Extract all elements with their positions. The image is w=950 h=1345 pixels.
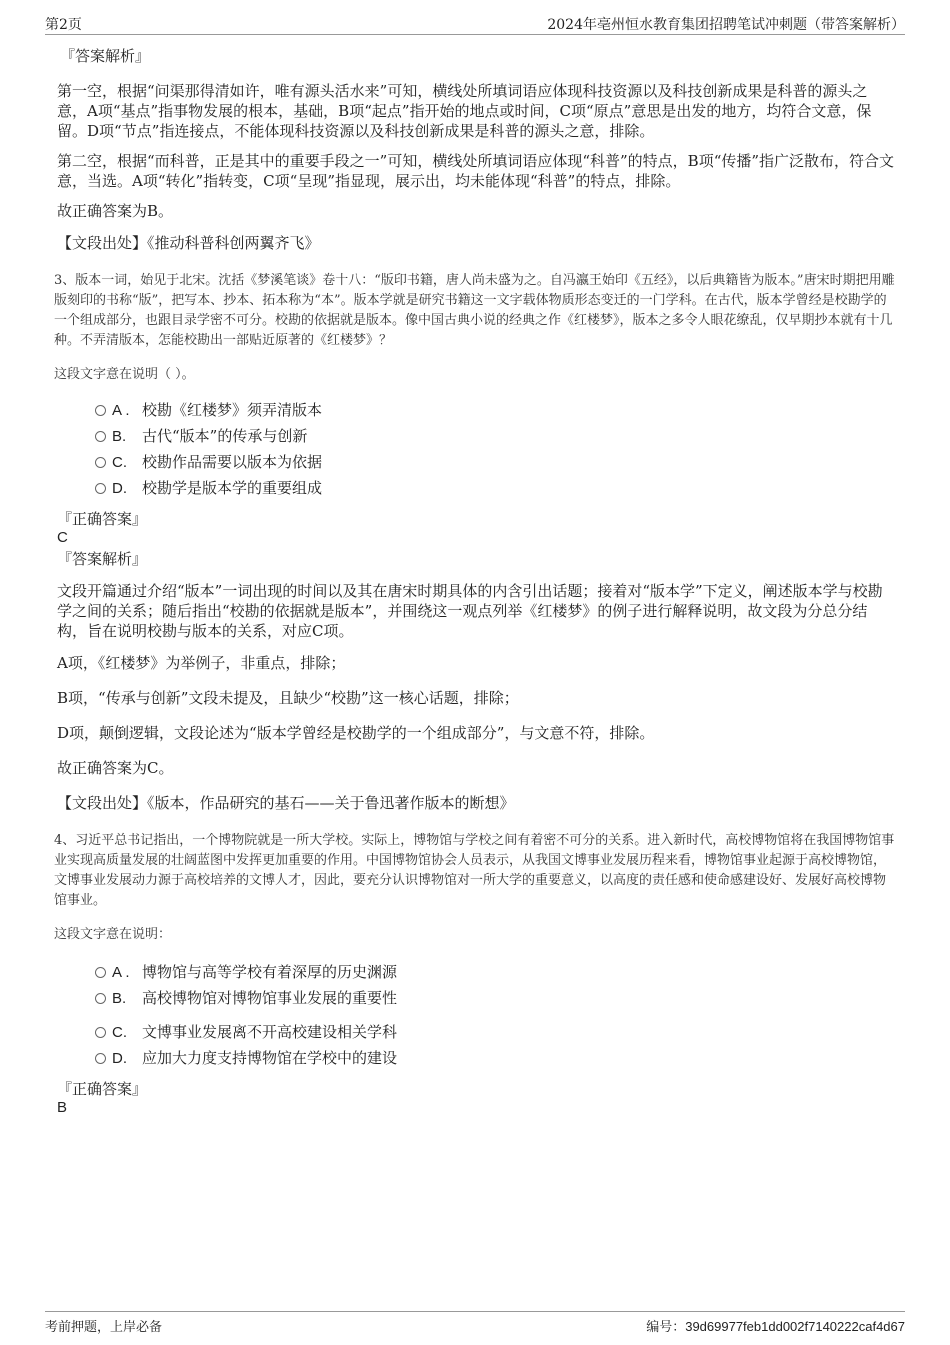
question-3 <box>54 271 895 501</box>
radio-icon[interactable] <box>95 483 106 494</box>
q2-conclusion: 故正确答案为B。 <box>57 202 174 220</box>
q4-option-c[interactable]: C. 文博事业发展离不开高校建设相关学科 <box>54 1019 895 1045</box>
q4-answer-label: 『正确答案』 <box>57 1080 148 1098</box>
q4-stem: 4、习近平总书记指出，一个博物院就是一所大学校。实际上，博物馆与学校之间有着密不可分的关系。进入新时代，高校博物馆将在我国博物馆事业实现高质量发展的壮阔蓝图中发挥更加重要的作用。中国博物馆协会人员表示，从我国文博事业发展历程来看，博物馆事业起源于高校博物馆，文博事业发展动力源于高校培养的文博人才，因此，要充分认识博物馆对一所大学的重要意义，以高度的责任感和使命感建设好、发展好高校博物馆事业。 <box>54 833 895 908</box>
radio-icon[interactable] <box>95 1053 106 1064</box>
q3-options <box>54 397 895 501</box>
radio-icon[interactable] <box>95 431 106 442</box>
q3-option-b[interactable]: B. 古代“版本”的传承与创新 <box>54 423 895 449</box>
q2-source: 【文段出处】《推动科普科创两翼齐飞》 <box>57 234 320 252</box>
document-body <box>54 46 895 1117</box>
radio-icon[interactable] <box>95 1027 106 1038</box>
page-header <box>45 12 905 35</box>
q3-conclusion: 故正确答案为C。 <box>57 759 174 777</box>
q4-options <box>54 959 895 1071</box>
q3-source: 【文段出处】《版本，作品研究的基石——关于鲁迅著作版本的断想》 <box>57 794 515 812</box>
q3-option-a[interactable]: A . 校勘《红楼梦》须弄清版本 <box>54 397 895 423</box>
q4-option-b[interactable]: B. 高校博物馆对博物馆事业发展的重要性 <box>54 985 895 1011</box>
q3-option-c[interactable]: C. 校勘作品需要以版本为依据 <box>54 449 895 475</box>
q3-stem: 3、版本一词，始见于北宋。沈括《梦溪笔谈》卷十八：“版印书籍，唐人尚未盛为之。自冯瀛王始印《五经》，以后典籍皆为版本。”唐宋时期把用雕版刻印的书称“版”，把写本、抄本、拓本称为“本”。版本学就是研究书籍这一文字载体物质形态变迁的一门学科。在古代，版本学曾经是校勘学的一个组成部分，也跟目录学密不可分。校勘的依据就是版本。像中国古典小说的经典之作《红楼梦》，版本之多令人眼花缭乱，仅早期抄本就有十几种。不弄清版本，怎能校勘出一部贴近原著的《红楼梦》？ <box>54 273 895 348</box>
q3-analysis-para-2: A项，《红楼梦》为举例子，非重点，排除； <box>57 654 346 672</box>
radio-icon[interactable] <box>95 993 106 1004</box>
q4-option-d[interactable]: D. 应加大力度支持博物馆在学校中的建设 <box>54 1045 895 1071</box>
q3-analysis-label: 『答案解析』 <box>57 550 148 568</box>
document-id: 编号：39d69977feb1dd002f7140222caf4d67 <box>646 1319 905 1334</box>
q3-answer-label: 『正确答案』 <box>57 510 148 528</box>
q2-analysis-para-2: 第二空，根据“而科普，正是其中的重要手段之一”可知，横线处所填词语应体现“科普”的特点，B项“传播”指广泛散布，符合文意，当选。A项“转化”指转变，C项“呈现”指显现，展示出，均未能体现“科普”的特点，排除。 <box>57 152 895 190</box>
q3-analysis-para-1: 文段开篇通过介绍“版本”一词出现的时间以及其在唐宋时期具体的内含引出话题；接着对“版本学”下定义，阐述版本学与校勘学之间的关系；随后指出“校勘的依据就是版本”，并围绕这一观点列举《红楼梦》的例子进行解释说明，故文段为分总分结构，旨在说明校勘与版本的关系，对应C项。 <box>57 582 883 640</box>
question-4 <box>54 831 895 1071</box>
q4-answer: B <box>57 1099 68 1116</box>
q4-prompt: 这段文字意在说明： <box>54 927 172 942</box>
footer-slogan: 考前押题，上岸必备 <box>45 1320 163 1335</box>
page-number: 第2页 <box>45 17 82 33</box>
q3-prompt: 这段文字意在说明（ ）。 <box>54 367 195 382</box>
q3-analysis-para-3: B项，“传承与创新”文段未提及，且缺少“校勘”这一核心话题，排除； <box>57 689 519 707</box>
radio-icon[interactable] <box>95 405 106 416</box>
q4-option-a[interactable]: A . 博物馆与高等学校有着深厚的历史渊源 <box>54 959 895 985</box>
radio-icon[interactable] <box>95 457 106 468</box>
q3-option-d[interactable]: D. 校勘学是版本学的重要组成 <box>54 475 895 501</box>
q2-analysis-label: 『答案解析』 <box>60 47 151 65</box>
q3-analysis-para-4: D项，颠倒逻辑，文段论述为“版本学曾经是校勘学的一个组成部分”，与文意不符，排除。 <box>57 724 655 742</box>
radio-icon[interactable] <box>95 967 106 978</box>
page-footer <box>45 1311 905 1336</box>
document-title: 2024年亳州恒水教育集团招聘笔试冲刺题（带答案解析） <box>547 17 905 33</box>
q3-answer: C <box>57 529 68 546</box>
q2-analysis-para-1: 第一空，根据“问渠那得清如许，唯有源头活水来”可知，横线处所填词语应体现科技资源以及科技创新成果是科普的源头之意，A项“基点”指事物发展的根本，基础，B项“起点”指开始的地点或时间，C项“原点”意思是出发的地方，均符合文意，保留。D项“节点”指连接点，不能体现科技资源以及科技创新成果是科普的源头之意，排除。 <box>57 82 872 140</box>
